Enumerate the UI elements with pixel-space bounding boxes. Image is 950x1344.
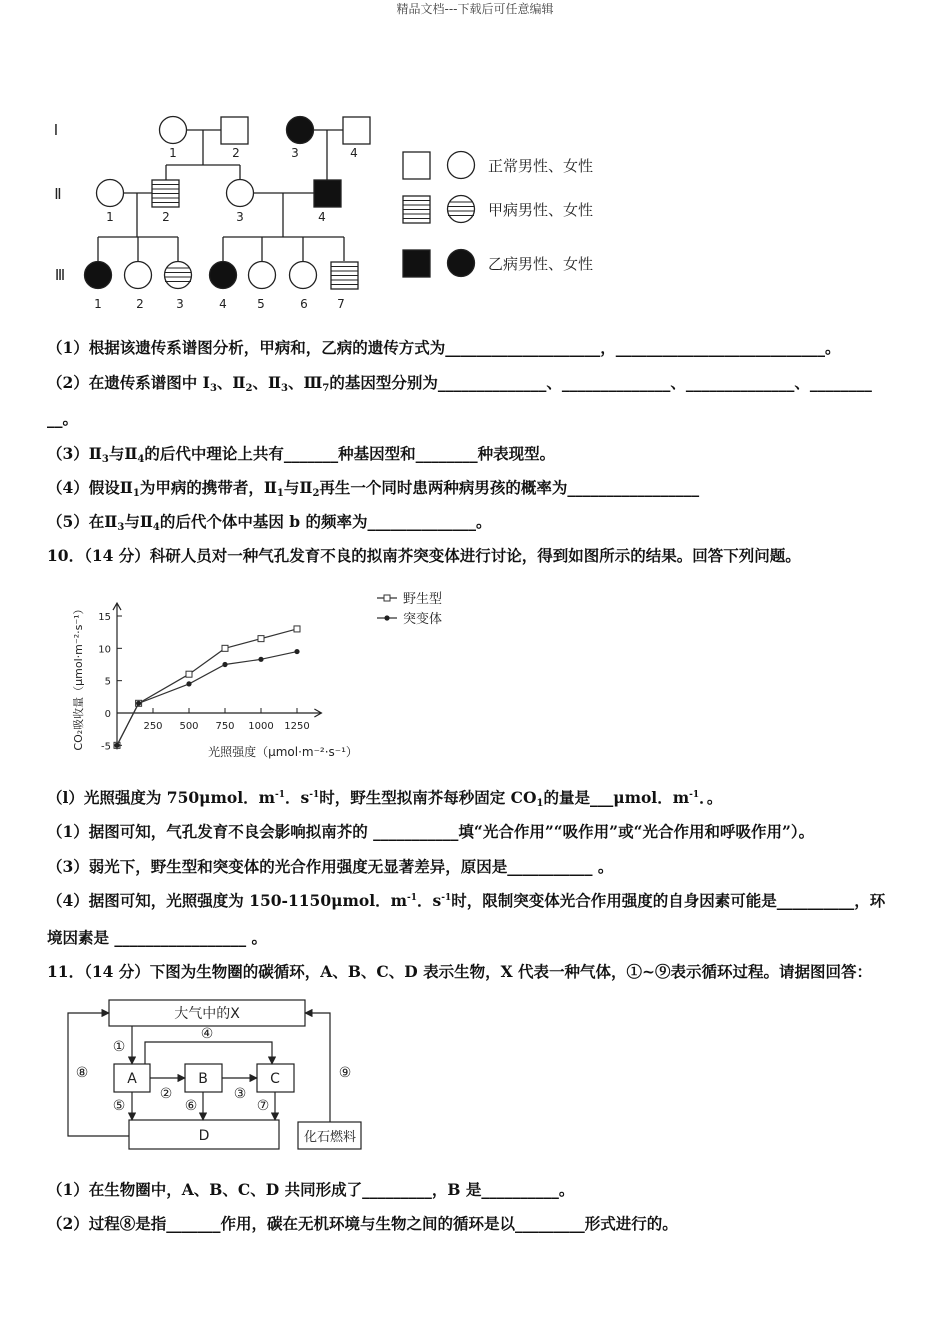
pedigree-I2-normal-male: [221, 117, 248, 144]
label-c: C: [270, 1071, 280, 1087]
legend-b-female: [448, 250, 475, 277]
q11-line-1: （1）在生物圈中，A、B、C、D 共同形成了_________，B 是__________。: [47, 1180, 575, 1199]
q9-line-5: （5）在$Ⅱ_3$与$Ⅱ_4$的后代个体中基因 b 的频率为______________。: [47, 512, 492, 533]
legend-normal-label: 正常男性、女性: [488, 157, 594, 175]
series-1-point: [222, 662, 227, 667]
q10-line-2: （1）据图可知，气孔发育不良会影响拟南芥的 ___________填“光合作用”“吸作用”或“光合作用和呼吸作用”）。: [47, 822, 815, 841]
q10-line-1: （l）光照强度为 750μmol．$m^{-1}$．$s^{-1}$时，野生型拟南芥每秒固定 $CO_1$的量是___μmol．$m^{-1}$．。: [47, 788, 723, 809]
pedigree-III4-affected-b-female: [210, 262, 237, 289]
label-atmosphere-x: 大气中的X: [174, 1006, 240, 1022]
legend-label-0: 野生型: [403, 592, 443, 607]
x-tick-label: 500: [179, 721, 199, 732]
id-II4: 4: [318, 210, 326, 224]
pedigree-I3-affected-b-female: [287, 117, 314, 144]
process-2: ②: [159, 1086, 173, 1102]
id-III3: 3: [176, 297, 184, 311]
process-4: ④: [200, 1026, 214, 1042]
gen-label-2: Ⅱ: [54, 185, 62, 203]
q10-line-4: （4）据图可知，光照强度为 150-1150μmol．$m^{-1}$．$s^{-1}$时，限制突变体光合作用强度的自身因素可能是__________，环: [47, 891, 886, 910]
y-tick-label: 0: [104, 709, 111, 720]
process-7: ⑦: [256, 1098, 270, 1114]
q10-title: 10．（14 分）科研人员对一种气孔发育不良的拟南芥突变体进行讨论，得到如图所示的结果。回答下列问题。: [47, 546, 801, 565]
id-III6: 6: [300, 297, 308, 311]
series-1-point: [136, 701, 141, 706]
process-3: ③: [233, 1086, 247, 1102]
legend-label-1: 突变体: [403, 612, 443, 627]
co2-uptake-chart: [65, 582, 485, 772]
process-9: ⑨: [338, 1065, 352, 1081]
x-tick-label: 750: [215, 721, 235, 732]
process-1: ①: [112, 1039, 126, 1055]
legend-marker-0: [384, 595, 390, 601]
gen-label-1: Ⅰ: [53, 121, 59, 139]
q9-line-4: （4）假设$Ⅱ_1$为甲病的携带者，$Ⅱ_1$与$Ⅱ_2$再生一个同时患两种病男孩的概率为_________________: [47, 478, 700, 499]
process-6: ⑥: [184, 1098, 198, 1114]
id-III7: 7: [337, 297, 345, 311]
series-1-point: [294, 649, 299, 654]
label-a: A: [127, 1071, 137, 1087]
q11-title: 11．（14 分）下图为生物圈的碳循环，A、B、C、D 表示生物，X 代表一种气体，①~⑨表示循环过程。请据图回答：: [47, 962, 872, 981]
q11-line-2: （2）过程⑧是指_______作用，碳在无机环境与生物之间的循环是以_________形式进行的。: [47, 1214, 678, 1233]
label-b: B: [198, 1071, 208, 1087]
chart-xlabel: 光照强度（μmol·m⁻²·s⁻¹）: [208, 745, 358, 759]
series-0-point: [186, 671, 192, 677]
id-II2: 2: [162, 210, 170, 224]
legend-a-label: 甲病男性、女性: [488, 201, 594, 219]
pedigree-III1-affected-b-female: [85, 262, 112, 289]
q9-line-1: （1）根据该遗传系谱图分析，甲病和，乙病的遗传方式为____________________，___________________________。: [47, 338, 841, 357]
id-III1: 1: [94, 297, 102, 311]
pedigree-II1-normal-female: [97, 180, 124, 207]
label-fossil-fuel: 化石燃料: [303, 1130, 357, 1145]
q9-line-2-cont: __。: [47, 409, 79, 428]
series-1-point: [186, 681, 191, 686]
pedigree-III2-normal-female: [125, 262, 152, 289]
pedigree-III6-normal-female: [290, 262, 317, 289]
carbon-cycle-diagram: [60, 995, 370, 1155]
series-0-point: [258, 636, 264, 642]
legend-marker-1: [384, 615, 389, 620]
id-I2: 2: [232, 146, 240, 160]
q9-line-3: $(3)Ⅱ_3$与$Ⅱ_4$的后代中理论上共有_______种基因型和________种表现型。: [47, 444, 556, 465]
x-tick-label: 250: [143, 721, 163, 732]
process-5: ⑤: [112, 1098, 126, 1114]
pedigree-III3-affected-a-female: [165, 262, 192, 289]
series-1-point: [258, 657, 263, 662]
id-I3: 3: [291, 146, 299, 160]
chart-ylabel: CO₂吸收量（μmol·m⁻²·s⁻¹）: [72, 603, 85, 751]
legend-b-male: [403, 250, 430, 277]
page-header: 精品文档---下载后可任意编辑: [396, 2, 554, 16]
series-0-point: [222, 645, 228, 651]
label-d: D: [198, 1128, 210, 1144]
id-I1: 1: [169, 146, 177, 160]
pedigree-I1-normal-female: [160, 117, 187, 144]
y-tick-label: 10: [98, 644, 111, 656]
id-III5: 5: [257, 297, 265, 311]
y-tick-label: 15: [98, 612, 111, 623]
legend-a-female: [448, 196, 475, 223]
q10-line-5: 境因素是 _________________ 。: [47, 928, 268, 947]
pedigree-II3-normal-female: [227, 180, 254, 207]
y-tick-label: -5: [101, 741, 111, 753]
x-tick-label: 1000: [248, 721, 274, 732]
id-III4: 4: [219, 297, 227, 311]
legend-b-label: 乙病男性、女性: [488, 255, 594, 273]
gen-label-3: Ⅲ: [54, 266, 66, 284]
x-tick-label: 1250: [284, 721, 310, 732]
pedigree-II4-affected-b-male: [314, 180, 341, 207]
process-8: ⑧: [75, 1065, 89, 1081]
id-II3: 3: [236, 210, 244, 224]
series-1-point: [114, 743, 119, 748]
pedigree-I4-normal-male: [343, 117, 370, 144]
series-0-point: [294, 626, 300, 632]
legend-normal-female: [448, 152, 475, 179]
id-II1: 1: [106, 210, 114, 224]
legend-normal-male: [403, 152, 430, 179]
q10-line-3: （3）弱光下，野生型和突变体的光合作用强度无显著差异，原因是___________ 。: [47, 857, 614, 876]
q9-line-2: （2）在遗传系谱图中 $I_3$、$Ⅱ_2$、$Ⅱ_3$、$Ⅲ_7$的基因型分别为______________、______________、______________、________: [47, 373, 872, 394]
pedigree-III5-normal-female: [249, 262, 276, 289]
pedigree-chart: [40, 105, 620, 320]
id-III2: 2: [136, 297, 144, 311]
id-I4: 4: [350, 146, 358, 160]
y-tick-label: 5: [104, 676, 111, 688]
